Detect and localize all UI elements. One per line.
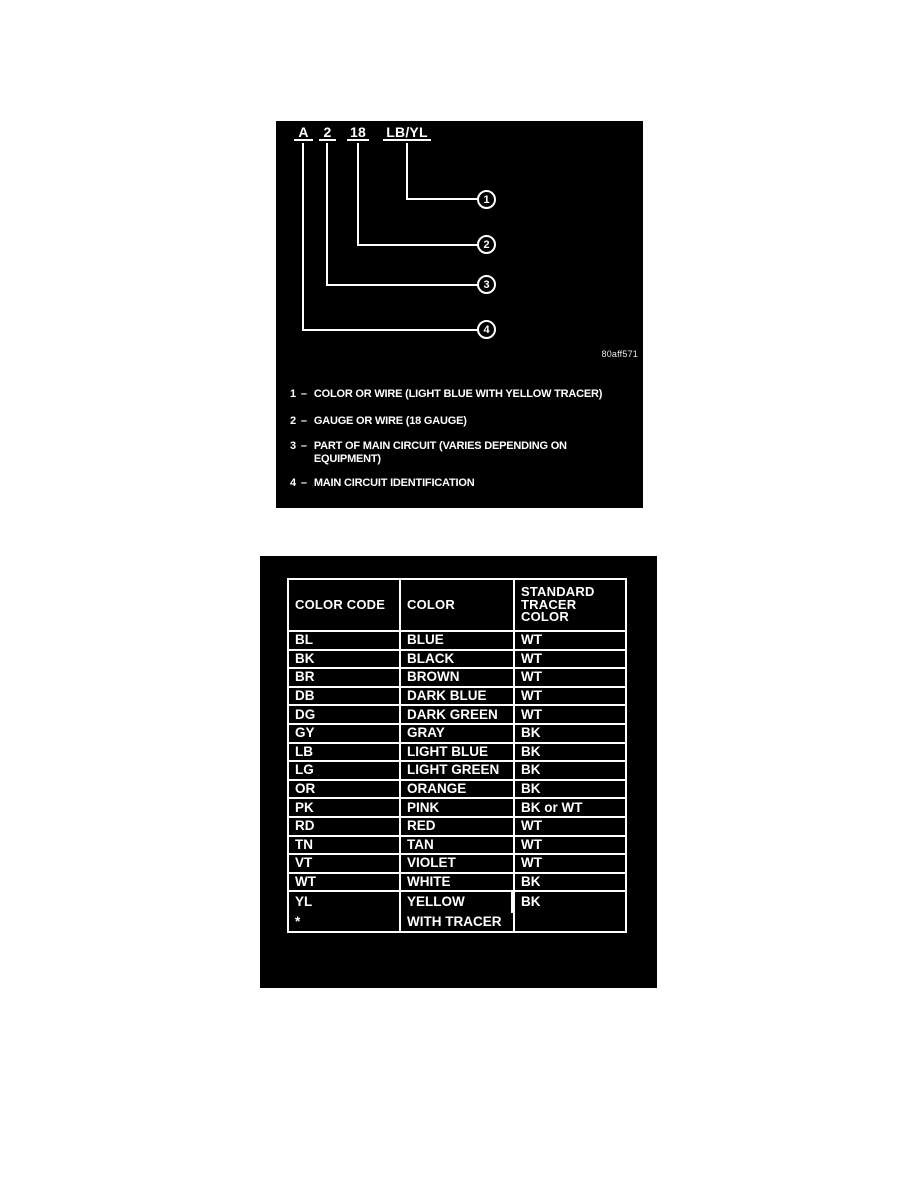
table-cell: ORANGE (401, 781, 515, 800)
leader-line-vertical-2 (326, 143, 328, 286)
header-color: COLOR (401, 580, 515, 632)
table-cell: DARK BLUE (401, 688, 515, 707)
legend-item-number: 3 (290, 440, 296, 452)
leader-line-horizontal-1 (406, 198, 478, 200)
table-cell: OR (289, 781, 401, 800)
table-cell: WT (515, 855, 627, 874)
table-cell: BLUE (401, 632, 515, 651)
leader-line-vertical-lbyl (406, 143, 408, 199)
color-yellow: YELLOW (407, 894, 465, 910)
legend-item-text: PART OF MAIN CIRCUIT (VARIES DEPENDING ON EQUIPMENT) (313, 440, 567, 465)
table-row (289, 855, 627, 874)
table-cell: LIGHT GREEN (401, 762, 515, 781)
table-cell: WT (289, 874, 401, 893)
leader-line-horizontal-2 (357, 244, 478, 246)
color-table-footer (289, 892, 627, 933)
table-cell (289, 892, 401, 933)
table-cell: BK (289, 651, 401, 670)
table-row (289, 781, 627, 800)
legend-item-1 (290, 388, 629, 401)
table-row (289, 725, 627, 744)
table-row (289, 706, 627, 725)
color-code-table-panel (260, 556, 657, 988)
legend-item-2 (290, 415, 629, 428)
table-cell: VIOLET (401, 855, 515, 874)
table-cell: BK (515, 874, 627, 893)
table-cell: DB (289, 688, 401, 707)
code-yl: YL (295, 894, 313, 910)
table-cell: BK (515, 725, 627, 744)
leader-line-vertical-a (302, 143, 304, 331)
color-with-tracer: WITH TRACER (407, 913, 502, 929)
table-cell: WT (515, 818, 627, 837)
table-row (289, 688, 627, 707)
table-cell: WT (515, 706, 627, 725)
table-header (289, 580, 627, 632)
table-cell: RED (401, 818, 515, 837)
wire-code-part-lbyl: LB/YL (383, 124, 431, 141)
tracer-bk: BK (521, 894, 541, 910)
legend-item-text: GAUGE OR WIRE (18 GAUGE) (313, 415, 467, 427)
legend-item-dash: – (300, 440, 307, 452)
leader-line-horizontal-3 (326, 284, 478, 286)
table-cell: TAN (401, 837, 515, 856)
table-cell: BK (515, 744, 627, 763)
leader-line-vertical-18 (357, 143, 359, 246)
legend-item-3 (290, 440, 629, 465)
table-row (289, 837, 627, 856)
wire-code-part-18: 18 (347, 124, 369, 141)
table-cell: PK (289, 799, 401, 818)
table-cell: WT (515, 688, 627, 707)
legend-item-dash: – (300, 388, 307, 400)
legend-item-text: COLOR OR WIRE (LIGHT BLUE WITH YELLOW TRACER) (313, 388, 603, 400)
table-cell (401, 892, 515, 933)
wire-code-diagram-panel (276, 121, 643, 508)
legend-item-dash: – (300, 415, 307, 427)
table-cell: TN (289, 837, 401, 856)
table-cell: BR (289, 669, 401, 688)
table-cell: VT (289, 855, 401, 874)
table-cell: GY (289, 725, 401, 744)
table-row (289, 632, 627, 651)
wire-code-part-2: 2 (319, 124, 336, 141)
table-row (289, 818, 627, 837)
legend-item-dash: – (300, 477, 307, 489)
table-row (289, 651, 627, 670)
table-cell: WHITE (401, 874, 515, 893)
table-cell: WT (515, 632, 627, 651)
table-cell: LB (289, 744, 401, 763)
table-cell: GRAY (401, 725, 515, 744)
table-cell: BROWN (401, 669, 515, 688)
table-cell: BLACK (401, 651, 515, 670)
legend-item-number: 4 (290, 477, 296, 489)
table-row (289, 799, 627, 818)
table-cell: LG (289, 762, 401, 781)
legend-item-number: 2 (290, 415, 296, 427)
figure-code: 80aff571 (601, 349, 638, 359)
wire-color-table (287, 578, 627, 933)
legend-item-number: 1 (290, 388, 296, 400)
color-table-body (289, 632, 627, 892)
leader-line-horizontal-4 (302, 329, 478, 331)
legend-item-4 (290, 477, 629, 490)
table-cell: BK or WT (515, 799, 627, 818)
table-row (289, 874, 627, 893)
code-asterisk: * (295, 913, 301, 929)
table-row-yellow-tracer (289, 892, 627, 933)
table-cell: BL (289, 632, 401, 651)
table-row (289, 744, 627, 763)
table-cell: DG (289, 706, 401, 725)
header-standard-tracer: STANDARD TRACER COLOR (515, 580, 627, 632)
table-cell: WT (515, 837, 627, 856)
table-cell: WT (515, 651, 627, 670)
table-cell: RD (289, 818, 401, 837)
callout-circle-4: 4 (477, 320, 496, 339)
legend-item-text: MAIN CIRCUIT IDENTIFICATION (313, 477, 475, 489)
callout-circle-1: 1 (477, 190, 496, 209)
table-cell: BK (515, 781, 627, 800)
table-row (289, 762, 627, 781)
table-cell: DARK GREEN (401, 706, 515, 725)
partial-column-separator (511, 892, 513, 913)
wire-code-part-a: A (294, 124, 313, 141)
header-color-code: COLOR CODE (289, 580, 401, 632)
callout-circle-2: 2 (477, 235, 496, 254)
callout-circle-3: 3 (477, 275, 496, 294)
table-cell: LIGHT BLUE (401, 744, 515, 763)
table-cell: PINK (401, 799, 515, 818)
table-cell: BK (515, 762, 627, 781)
table-cell (515, 892, 627, 933)
table-row (289, 669, 627, 688)
table-cell: WT (515, 669, 627, 688)
